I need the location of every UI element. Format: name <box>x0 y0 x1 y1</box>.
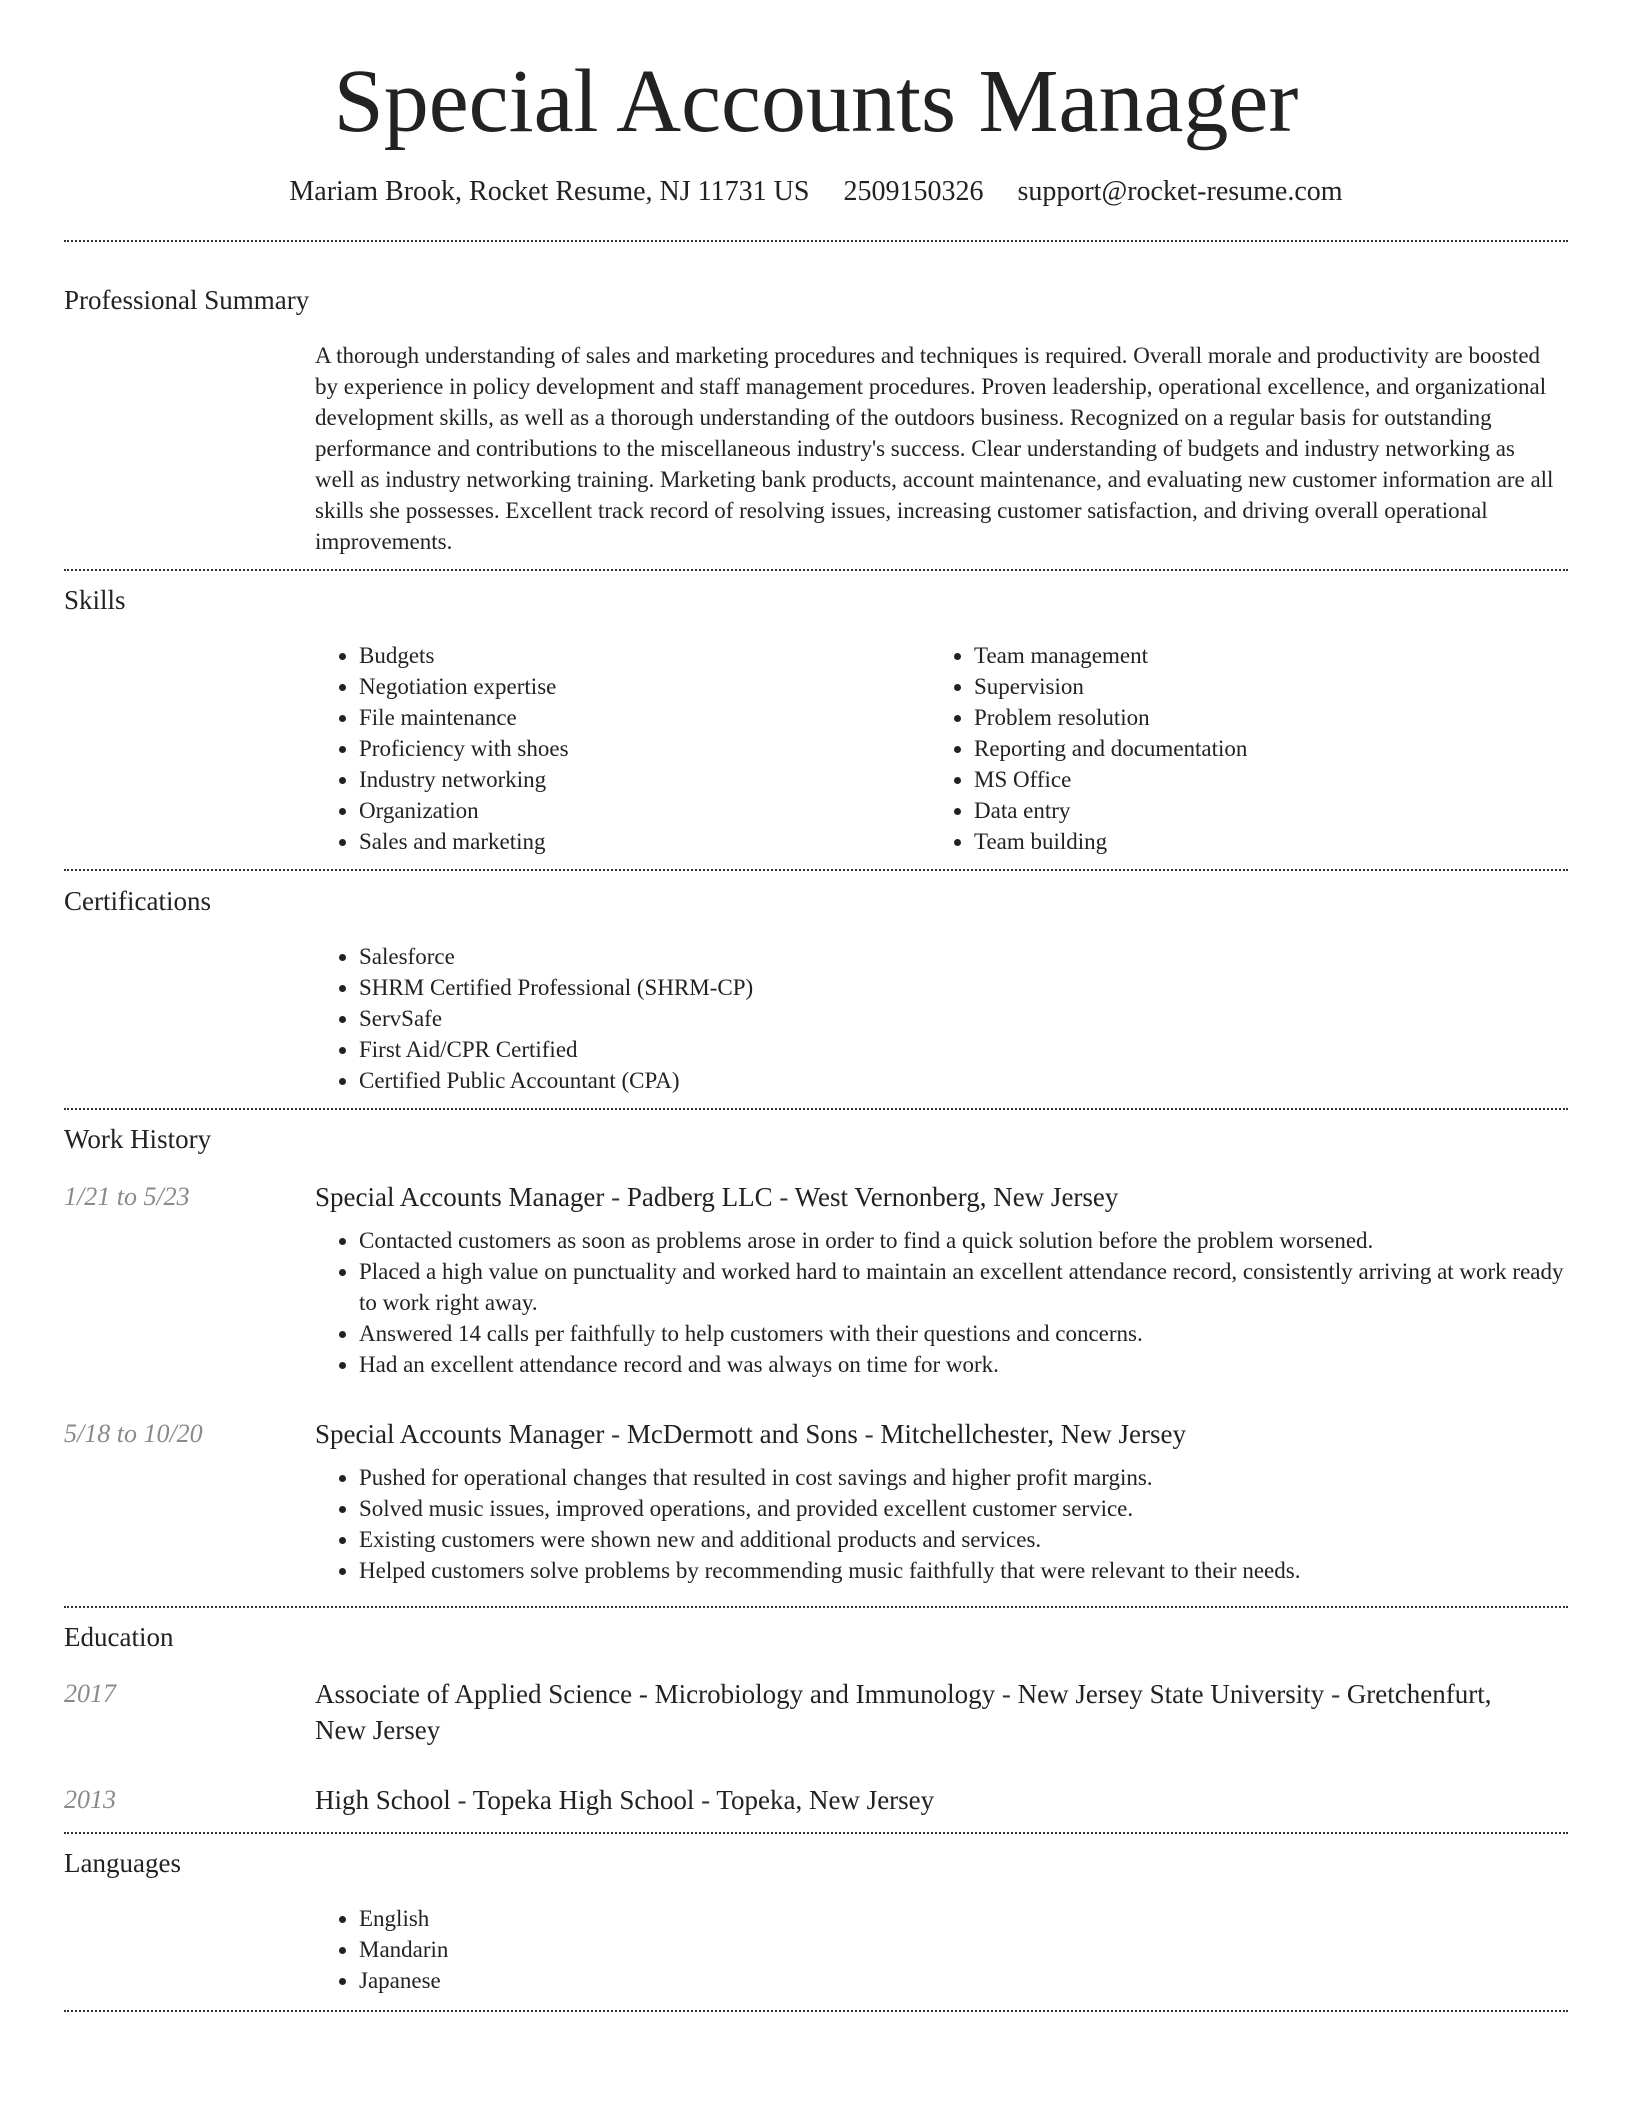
separator: - <box>857 1419 881 1449</box>
languages-list <box>315 1903 1565 1996</box>
contact-phone: 2509150326 <box>843 176 984 207</box>
list-item: • Industry networking <box>359 764 915 795</box>
list-item: • Placed a high value on punctuality and worked hard to maintain an excellent attendance record, consistently arriving at work ready to work right away. <box>359 1256 1565 1318</box>
education-year: 2013 <box>64 1785 116 1814</box>
list-item: • Existing customers were shown new and additional products and services. <box>359 1524 1565 1555</box>
summary-text: A thorough understanding of sales and marketing procedures and techniques is required. Overall morale and productivity are boosted by experience in policy development and staff management procedures. Proven leadership, operational excellence, and organizational development skills, as well as a thorough understanding of the outdoors business. Recognized on a regular basis for outstanding performance and contributions to the miscellaneous industry's success. Clear understanding of budgets and industry networking as well as industry networking training. Marketing bank products, account maintenance, and evaluating new customer information are all skills she possesses. Excellent track record of resolving issues, increasing customer satisfaction, and driving overall operational improvements. <box>315 343 1554 554</box>
section-divider <box>64 1108 1568 1110</box>
separator: - <box>694 1785 717 1815</box>
work-heading: Work History <box>64 1124 212 1154</box>
education-degree: Associate of Applied Science - Microbiology and Immunology <box>315 1679 996 1709</box>
list-item: • File maintenance <box>359 702 915 733</box>
section-divider <box>64 569 1568 571</box>
job-dates: 5/18 to 10/20 <box>64 1419 203 1448</box>
list-item: • MS Office <box>974 764 1530 795</box>
job-entry <box>315 1179 1565 1380</box>
list-item: • Helped customers solve problems by recommending music faithfully that were relevant to their needs. <box>359 1555 1565 1586</box>
certifications-heading: Certifications <box>64 886 211 916</box>
contact-line <box>0 174 1632 210</box>
list-item: • English <box>359 1903 1565 1934</box>
list-item: • Contacted customers as soon as problems arose in order to find a quick solution before the problem worsened. <box>359 1225 1565 1256</box>
section-divider <box>64 869 1568 871</box>
list-item: • Sales and marketing <box>359 826 915 857</box>
job-title: Special Accounts Manager <box>315 1419 605 1449</box>
separator: - <box>772 1182 795 1212</box>
education-school: Topeka High School <box>472 1785 695 1815</box>
education-location: Topeka, New Jersey <box>716 1785 935 1815</box>
separator: - <box>604 1419 627 1449</box>
languages-block <box>315 1903 1565 1996</box>
resume-name: Special Accounts Manager <box>333 52 1299 151</box>
list-item: • Mandarin <box>359 1934 1565 1965</box>
education-heading: Education <box>64 1622 174 1652</box>
job-location: West Vernonberg, New Jersey <box>794 1182 1119 1212</box>
section-divider <box>64 1606 1568 1608</box>
job-title: Special Accounts Manager <box>315 1182 605 1212</box>
list-item: • Team management <box>974 640 1530 671</box>
skills-list-right <box>930 640 1530 857</box>
job-dates: 1/21 to 5/23 <box>64 1182 190 1211</box>
list-item: • Certified Public Accountant (CPA) <box>359 1065 1565 1096</box>
job-bullets <box>315 1225 1565 1380</box>
education-degree: High School <box>315 1785 451 1815</box>
skills-list-left <box>315 640 915 857</box>
list-item: • Proficiency with shoes <box>359 733 915 764</box>
list-item: • Supervision <box>974 671 1530 702</box>
job-entry <box>315 1416 1565 1586</box>
certifications-block <box>315 941 1565 1096</box>
skills-heading: Skills <box>64 585 126 615</box>
section-divider <box>64 2010 1568 2012</box>
list-item: • ServSafe <box>359 1003 1565 1034</box>
list-item: • Data entry <box>974 795 1530 826</box>
list-item: • Budgets <box>359 640 915 671</box>
education-year: 2017 <box>64 1679 116 1708</box>
education-heading <box>315 1782 1565 1818</box>
summary-heading: Professional Summary <box>64 285 310 315</box>
education-school: New Jersey State University <box>1017 1679 1325 1709</box>
separator: - <box>604 1182 627 1212</box>
job-company: McDermott and Sons <box>626 1419 858 1449</box>
contact-email: support@rocket-resume.com <box>1017 176 1343 207</box>
contact-address: Mariam Brook, Rocket Resume, NJ 11731 US <box>289 176 810 207</box>
languages-heading: Languages <box>64 1848 181 1878</box>
list-item: • First Aid/CPR Certified <box>359 1034 1565 1065</box>
separator: - <box>1324 1679 1347 1709</box>
list-item: • Negotiation expertise <box>359 671 915 702</box>
list-item: • Organization <box>359 795 915 826</box>
education-heading <box>315 1676 1515 1748</box>
separator: - <box>450 1785 473 1815</box>
section-divider <box>64 240 1568 242</box>
list-item: • Salesforce <box>359 941 1565 972</box>
skills-column-left <box>315 640 915 857</box>
summary-block <box>315 340 1560 557</box>
job-location: Mitchellchester, New Jersey <box>880 1419 1186 1449</box>
list-item: • SHRM Certified Professional (SHRM-CP) <box>359 972 1565 1003</box>
list-item: • Reporting and documentation <box>974 733 1530 764</box>
skills-column-right <box>930 640 1530 857</box>
list-item: • Team building <box>974 826 1530 857</box>
education-location: Gretchenfurt, New Jersey <box>315 1679 1492 1745</box>
education-entry <box>315 1782 1565 1818</box>
certifications-list <box>315 941 1565 1096</box>
list-item: • Japanese <box>359 1965 1565 1996</box>
job-heading <box>315 1416 1565 1452</box>
job-heading <box>315 1179 1565 1215</box>
education-entry <box>315 1676 1515 1748</box>
list-item: • Had an excellent attendance record and was always on time for work. <box>359 1349 1565 1380</box>
job-bullets <box>315 1462 1565 1586</box>
list-item: • Answered 14 calls per faithfully to help customers with their questions and concerns. <box>359 1318 1565 1349</box>
job-company: Padberg LLC <box>626 1182 773 1212</box>
list-item: • Problem resolution <box>974 702 1530 733</box>
separator: - <box>995 1679 1018 1709</box>
list-item: • Solved music issues, improved operations, and provided excellent customer service. <box>359 1493 1565 1524</box>
list-item: • Pushed for operational changes that resulted in cost savings and higher profit margins. <box>359 1462 1565 1493</box>
section-divider <box>64 1832 1568 1834</box>
